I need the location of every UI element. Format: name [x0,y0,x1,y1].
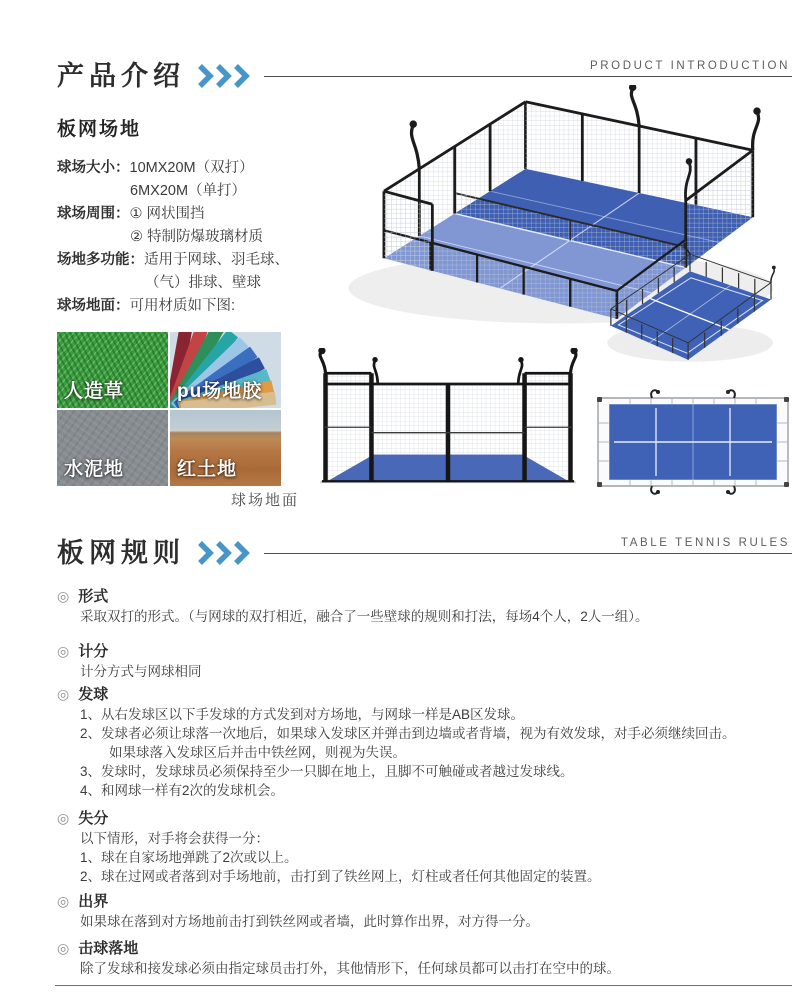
spec-value: 6MX20M（单打） [130,183,247,199]
material-label: 人造草 [64,381,125,402]
material-red-clay-image [170,410,281,486]
spec-value: ① 网状围挡 [129,206,205,222]
ring-bullet-icon: ◎ [57,588,70,604]
rule-text: 采取双打的形式。（与网球的双打相近，融合了一些壁球的规则和打法，每场4个人，2人一组）。 [80,609,649,624]
material-label: 红土地 [177,459,238,480]
rule-text: 如果球在落到对方场地前击打到铁丝网或者墙，此时算作出界，对方得一分。 [80,914,539,929]
court-specs [57,157,307,318]
triple-chevron-icon [197,540,251,566]
rule-title: 击球落地 [78,940,139,957]
rule-text: 计分方式与网球相同 [80,664,202,679]
rule-out-of-bounds [57,891,796,931]
rule-text: 除了发球和接发球必须由指定球员击打外，其他情形下，任何球员都可以击打在空中的球。 [80,961,620,976]
rule-text: 1、从右发球区以下手发球的方式发到对方场地，与网球一样是AB区发球。 [80,707,525,722]
spec-row [57,226,307,249]
rule-text: 1、球在自家场地弹跳了2次或以上。 [80,850,298,865]
ring-bullet-icon: ◎ [57,686,70,702]
rule-volley [57,938,796,978]
rule-text: 3、发球时，发球球员必须保持至少一只脚在地上，且脚不可触碰或者越过发球线。 [80,764,574,779]
ring-bullet-icon: ◎ [57,893,70,909]
rule-title: 出界 [78,893,109,910]
rule-title: 失分 [78,810,109,827]
material-cement-image [57,410,168,486]
triple-chevron-icon [197,63,251,89]
section-title: 板网规则 [57,537,185,568]
section-english-label: TABLE TENNIS RULES [620,536,790,549]
materials-caption: 球场地面 [231,492,300,509]
rule-losing-point [57,808,796,886]
material-label: 水泥地 [64,459,125,480]
ring-bullet-icon: ◎ [57,643,70,659]
material-artificial-grass-image [57,332,168,408]
rule-serving [57,684,796,800]
spec-row [57,203,307,226]
rule-text: 如果球落入发球区后并击中铁丝网，则视为失误。 [109,745,406,760]
spec-label: 球场周围： [57,206,130,222]
rules-header [57,533,792,573]
spec-row [57,272,307,295]
header-rule-line [264,59,792,77]
court-front-image [300,348,596,498]
rule-title: 形式 [78,588,109,605]
rule-title-row [57,641,796,662]
spec-row [57,295,307,318]
rule-title: 发球 [78,686,109,703]
rule-title-row [57,586,796,607]
rule-title: 计分 [78,643,109,660]
spec-value: ② 特制防爆玻璃材质 [130,229,264,245]
ring-bullet-icon: ◎ [57,940,70,956]
spec-value: 适用于网球、羽毛球、 [144,252,289,268]
court-aerial-image [588,243,792,378]
rule-text: 2、球在过网或者落到对手场地前，击打到了铁丝网上，灯柱或者任何其他固定的装置。 [80,869,601,884]
rule-format [57,586,796,626]
section-english-label: PRODUCT INTRODUCTION [589,59,790,72]
spec-label: 球场大小： [57,160,130,176]
spec-value: （气）排球、壁球 [145,275,261,291]
court-heading: 板网场地 [57,119,142,140]
ring-bullet-icon: ◎ [57,810,70,826]
spec-label: 场地多功能： [57,252,144,268]
header-rule-line [264,536,792,554]
footer-divider [55,985,792,986]
rule-title-row [57,684,796,705]
spec-row [57,157,307,180]
rule-text: 以下情形，对手将会获得一分： [80,831,269,846]
rule-scoring [57,641,796,681]
rule-title-row [57,808,796,829]
spec-row [57,249,307,272]
spec-value: 可用材质如下图: [129,298,236,314]
spec-row [57,180,307,203]
surface-materials-grid [57,332,281,486]
court-plan-image [594,388,792,501]
rule-text: 2、发球者必须让球落一次地后，如果球入发球区并弹击到边墙或者背墙，视为有效发球，对手必须继续回击。 [80,726,736,741]
rules-list [57,586,796,978]
section-title: 产品介绍 [57,60,185,91]
material-label: pu场地胶 [177,381,263,402]
material-pu-image [170,332,281,408]
spec-value: 10MX20M（双打） [129,160,254,176]
rule-text: 4、和网球一样有2次的发球机会。 [80,783,285,798]
rule-title-row [57,891,796,912]
spec-label: 球场地面： [57,298,130,314]
rule-title-row [57,938,796,959]
